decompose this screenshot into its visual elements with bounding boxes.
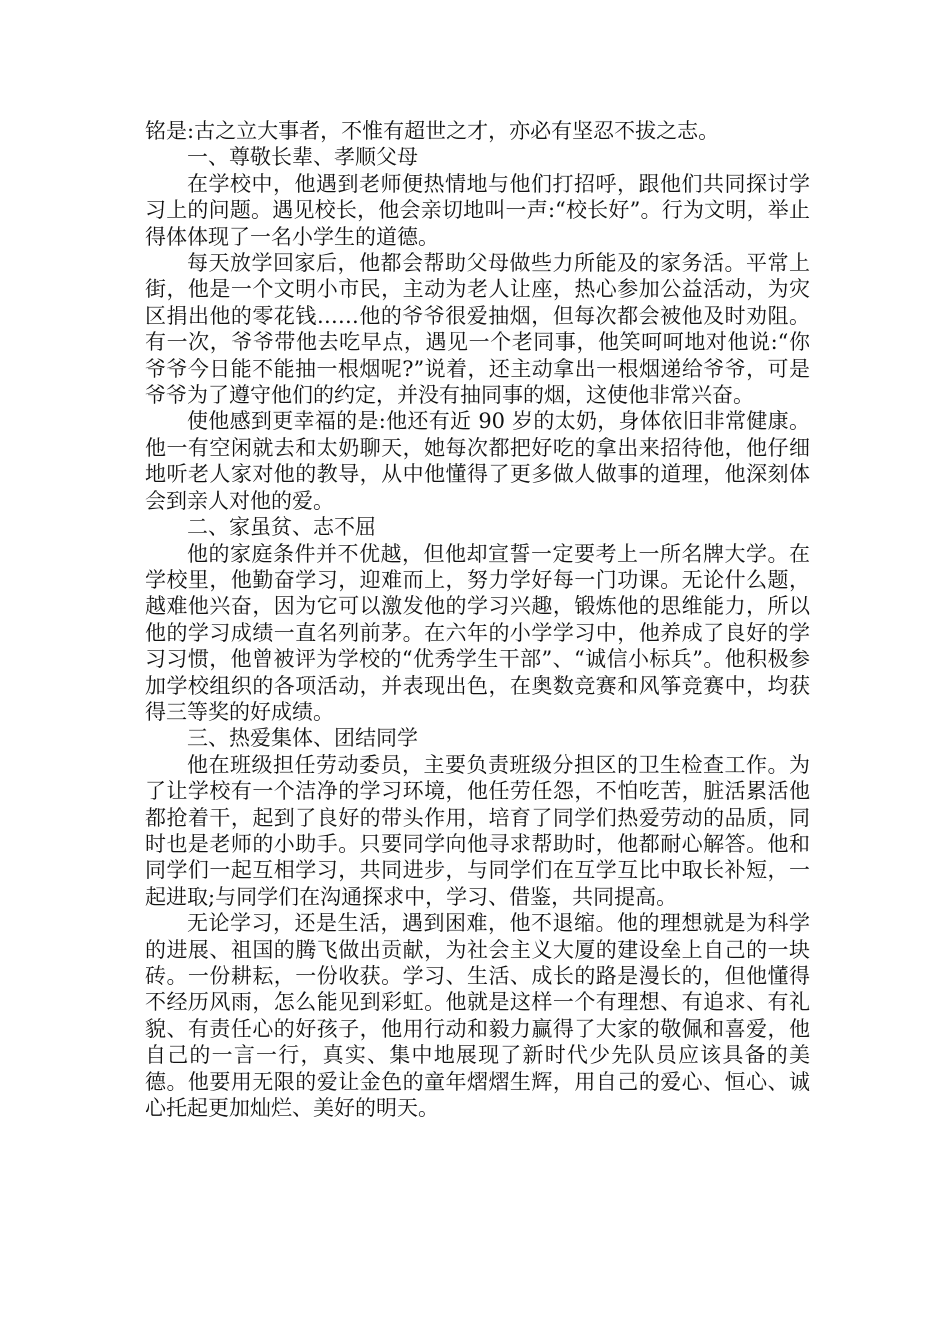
paragraph: 在学校中，他遇到老师便热情地与他们打招呼，跟他们共同探讨学习上的问题。遇见校长，他会亲切地叫一声:“校长好”。行为文明，举止得体体现了一名小学生的道德。 [145,171,810,249]
section-heading-1: 一、尊敬长辈、孝顺父母 [187,145,418,170]
paragraph: 他的家庭条件并不优越，但他却宣誓一定要考上一所名牌大学。在学校里，他勤奋学习，迎难而上，努力学好每一门功课。无论什么题，越难他兴奋，因为它可以激发他的学习兴趣，锻炼他的思维能力，所以他的学习成绩一直名列前茅。在六年的小学学习中，他养成了良好的学习习惯，他曾被评为学校的“优秀学生干部”、“诚信小标兵”。他积极参加学校组织的各项活动，并表现出色，在奥数竞赛和风筝竞赛中，均获得三等奖的好成绩。 [145,541,810,724]
paragraph: 使他感到更幸福的是:他还有近 90 岁的太奶，身体依旧非常健康。他一有空闲就去和太奶聊天，她每次都把好吃的拿出来招待他，他仔细地听老人家对他的教导，从中他懂得了更多做人做事的道理，他深刻体会到亲人对他的爱。 [145,409,810,513]
document-body [145,118,810,1121]
section-heading-3: 三、热爱集体、团结同学 [187,726,418,751]
paragraph: 他在班级担任劳动委员，主要负责班级分担区的卫生检查工作。为了让学校有一个洁净的学习环境，他任劳任怨，不怕吃苦，脏活累活他都抢着干，起到了良好的带头作用，培育了同学们热爱劳动的品质，同时也是老师的小助手。只要同学向他寻求帮助时，他都耐心解答。他和同学们一起互相学习，共同进步，与同学们在互学互比中取长补短，一起进取;与同学们在沟通探求中，学习、借鉴，共同提高。 [145,752,810,909]
paragraph-intro: 铭是:古之立大事者，不惟有超世之才，亦必有坚忍不拔之志。 [145,119,720,143]
section-heading-2: 二、家虽贫、志不屈 [187,515,376,540]
paragraph: 每天放学回家后，他都会帮助父母做些力所能及的家务活。平常上街，他是一个文明小市民，主动为老人让座，热心参加公益活动，为灾区捐出他的零花钱……他的爷爷很爱抽烟，但每次都会被他及时劝阻。有一次，爷爷带他去吃早点，遇见一个老同事，他笑呵呵地对他说:“你爷爷今日能不能抽一根烟呢?”说着，还主动拿出一根烟递给爷爷，可是爷爷为了遵守他们的约定，并没有抽同事的烟，这使他非常兴奋。 [145,251,810,408]
paragraph: 无论学习，还是生活，遇到困难，他不退缩。他的理想就是为科学的进展、祖国的腾飞做出贡献，为社会主义大厦的建设垒上自己的一块砖。一份耕耘，一份收获。学习、生活、成长的路是漫长的，但他懂得不经历风雨，怎么能见到彩虹。他就是这样一个有理想、有追求、有礼貌、有责任心的好孩子，他用行动和毅力赢得了大家的敬佩和喜爱，他自己的一言一行，真实、集中地展现了新时代少先队员应该具备的美德。他要用无限的爱让金色的童年熠熠生辉，用自己的爱心、恒心、诚心托起更加灿烂、美好的明天。 [145,911,810,1121]
